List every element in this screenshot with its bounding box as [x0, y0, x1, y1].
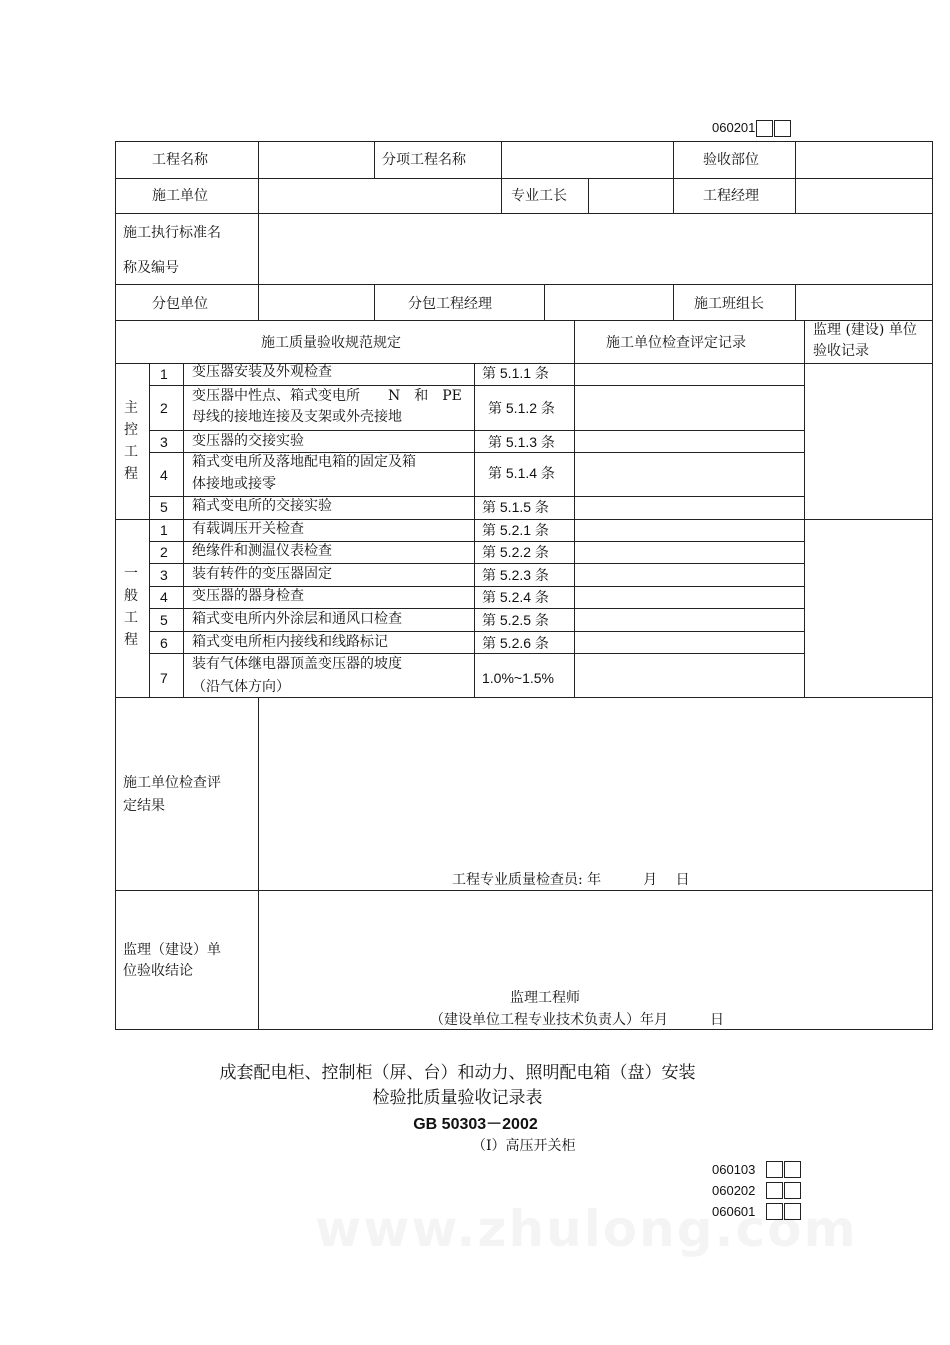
next-form-title-line1: 成套配电柜、控制柜（屏、台）和动力、照明配电箱（盘）安装 — [219, 1063, 696, 1083]
item-description: 变压器安装及外观检查 — [192, 364, 332, 380]
construction-unit-field[interactable] — [259, 179, 501, 213]
item-description: 箱式变电所及落地配电箱的固定及箱 — [192, 454, 416, 470]
code-row — [712, 1180, 801, 1201]
label-subcontract-unit: 分包单位 — [152, 296, 208, 312]
section-label-char: 程 — [124, 632, 138, 648]
item-description: 体接地或接零 — [192, 476, 276, 492]
section-label-char: 工 — [124, 444, 138, 460]
item-number: 3 — [160, 567, 168, 583]
form-code-text: 060202 — [712, 1183, 756, 1198]
item-description: 变压器中性点、箱式变电所 N 和 PE — [192, 388, 462, 404]
inspector-signature-line: 工程专业质量检查员: 年 月 日 — [452, 872, 690, 888]
item-description: 绝缘件和测温仪表检查 — [192, 543, 332, 559]
form-code-text: 060201 — [712, 120, 756, 135]
item-description: 变压器的交接实验 — [192, 433, 304, 449]
responsible-signature-line: （建设单位工程专业技术负责人）年月 日 — [430, 1012, 724, 1028]
item-description: 有载调压开关检查 — [192, 521, 304, 537]
label-sub-project-name: 分项工程名称 — [382, 152, 466, 168]
label-result-line1: 施工单位检查评 — [123, 775, 221, 791]
item-number: 6 — [160, 635, 168, 651]
next-form-standard: GB 50303－2002 — [413, 1116, 538, 1133]
label-project-name: 工程名称 — [152, 152, 208, 168]
item-clause: 第 5.2.3 条 — [482, 567, 549, 583]
col-header-supervision-line1: 监理 (建设) 单位 — [813, 322, 917, 338]
supervising-engineer: 监理工程师 — [510, 990, 580, 1006]
label-foreman: 专业工长 — [511, 188, 567, 204]
check-record-cells[interactable] — [575, 364, 804, 697]
item-clause: 第 5.2.1 条 — [482, 522, 549, 538]
subcontract-unit-field[interactable] — [259, 285, 374, 320]
label-standard-line1: 施工执行标准名 — [123, 225, 221, 241]
item-number: 1 — [160, 366, 168, 382]
label-result-line2: 定结果 — [123, 798, 165, 814]
result-field[interactable] — [259, 698, 932, 868]
section-label-char: 控 — [124, 422, 138, 438]
code-checkbox[interactable] — [784, 1182, 801, 1199]
accept-part-field[interactable] — [796, 142, 932, 178]
item-clause: 第 5.2.2 条 — [482, 544, 549, 560]
watermark — [315, 1200, 858, 1258]
item-clause: 1.0%~1.5% — [482, 670, 554, 686]
team-leader-field[interactable] — [796, 285, 932, 320]
item-clause: 第 5.2.4 条 — [482, 589, 549, 605]
item-number: 5 — [160, 499, 168, 515]
label-construction-unit: 施工单位 — [152, 188, 208, 204]
code-checkbox[interactable] — [766, 1161, 783, 1178]
item-description: 母线的接地连接及支架或外壳接地 — [192, 409, 402, 425]
label-project-manager: 工程经理 — [703, 188, 759, 204]
item-number: 2 — [160, 544, 168, 560]
item-description: （沿气体方向） — [192, 679, 290, 695]
code-checkbox[interactable] — [766, 1182, 783, 1199]
item-clause: 第 5.2.5 条 — [482, 612, 549, 628]
form-code-text: 060601 — [712, 1204, 756, 1219]
main-section-label — [121, 397, 141, 485]
item-clause: 第 5.1.2 条 — [488, 400, 555, 416]
standard-field[interactable] — [259, 214, 932, 284]
sub-project-name-field[interactable] — [502, 142, 673, 178]
item-clause: 第 5.2.6 条 — [482, 635, 549, 651]
code-row — [712, 1159, 801, 1180]
item-number: 4 — [160, 589, 168, 605]
supervision-record-cells[interactable] — [805, 364, 932, 697]
conclusion-field[interactable] — [259, 891, 932, 986]
project-manager-field[interactable] — [796, 179, 932, 213]
item-description: 装有转件的变压器固定 — [192, 566, 332, 582]
foreman-field[interactable] — [589, 179, 673, 213]
section-label-char: 一 — [124, 566, 138, 582]
item-number: 5 — [160, 612, 168, 628]
section-label-char: 般 — [124, 588, 138, 604]
label-subcontract-manager: 分包工程经理 — [408, 296, 492, 312]
section-label-char: 主 — [124, 400, 138, 416]
item-number: 1 — [160, 522, 168, 538]
form-code-text: 060103 — [712, 1162, 756, 1177]
section-label-char: 工 — [124, 610, 138, 626]
project-name-field[interactable] — [259, 142, 374, 178]
label-conclusion-line1: 监理（建设）单 — [123, 942, 221, 958]
label-standard-line2: 称及编号 — [123, 260, 179, 276]
subcontract-manager-field[interactable] — [545, 285, 673, 320]
general-section-label — [121, 563, 141, 651]
label-team-leader: 施工班组长 — [694, 296, 764, 312]
item-clause: 第 5.1.5 条 — [482, 499, 549, 515]
item-description: 箱式变电所内外涂层和通风口检查 — [192, 611, 402, 627]
label-accept-part: 验收部位 — [703, 152, 759, 168]
item-description: 箱式变电所柜内接线和线路标记 — [192, 634, 388, 650]
col-header-check-record: 施工单位检查评定记录 — [606, 335, 746, 351]
code-checkbox[interactable] — [784, 1161, 801, 1178]
section-label-char: 程 — [124, 466, 138, 482]
item-number: 2 — [160, 400, 168, 416]
label-conclusion-line2: 位验收结论 — [123, 963, 193, 979]
item-clause: 第 5.1.4 条 — [488, 465, 555, 481]
next-form-title-line2: 检验批质量验收记录表 — [372, 1088, 543, 1108]
item-clause: 第 5.1.3 条 — [488, 434, 555, 450]
col-header-spec: 施工质量验收规范规定 — [261, 335, 401, 351]
next-form-subtitle: （Ⅰ）高压开关柜 — [472, 1138, 576, 1154]
item-clause: 第 5.1.1 条 — [482, 365, 549, 381]
item-description: 箱式变电所的交接实验 — [192, 498, 332, 514]
item-number: 3 — [160, 434, 168, 450]
item-number: 4 — [160, 467, 168, 483]
item-description: 变压器的器身检查 — [192, 588, 304, 604]
item-number: 7 — [160, 670, 168, 686]
col-header-supervision-line2: 验收记录 — [813, 343, 869, 359]
item-description: 装有气体继电器顶盖变压器的坡度 — [192, 656, 402, 672]
